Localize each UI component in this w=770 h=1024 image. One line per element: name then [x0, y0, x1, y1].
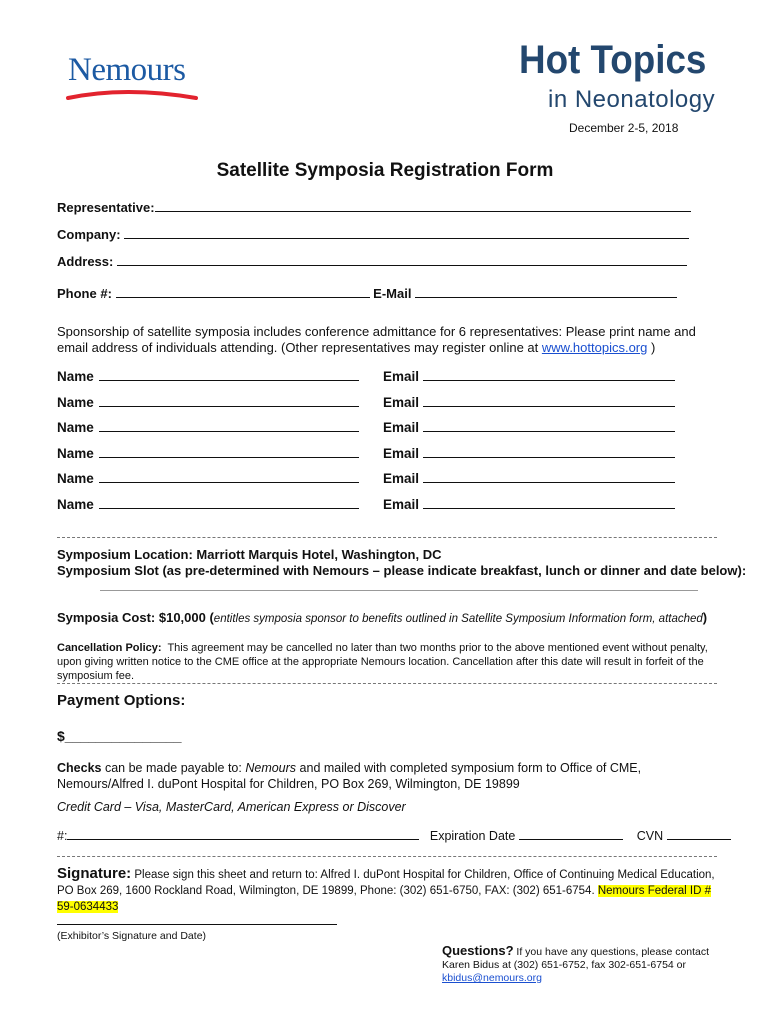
address-label: Address: [57, 254, 114, 269]
attendee-name-line[interactable] [99, 368, 359, 381]
cvn-line[interactable] [667, 827, 731, 840]
attendee-name-label: Name [57, 471, 94, 487]
attendee-row [57, 394, 675, 420]
federal-id: Nemours Federal ID # 59-0634433 [57, 885, 711, 913]
event-date: December 2-5, 2018 [569, 121, 679, 135]
attendee-row [57, 445, 675, 471]
attendee-row [57, 496, 675, 522]
cancellation-policy: Cancellation Policy: This agreement may be cancelled no later than two months prior to the above mentioned event without penalty, upon giving written notice to the CME office at the appropriate Nemours location. Cancellation after this date will result in forfeit of the symposium fee. [57, 642, 708, 682]
email-label: E-Mail [373, 286, 412, 301]
attendee-name-line[interactable] [99, 496, 359, 509]
cvn-label: CVN [636, 829, 664, 843]
representative-field[interactable] [57, 199, 691, 215]
attendee-email-label: Email [383, 471, 420, 487]
attendee-email-line[interactable] [423, 419, 675, 432]
attendee-name-label: Name [57, 445, 94, 461]
payment-amount-field[interactable]: $_______________ [57, 728, 182, 744]
credit-card-text: Credit Card – Visa, MasterCard, American Express or Discover [57, 800, 406, 814]
attendee-email-line[interactable] [423, 368, 675, 381]
attendee-email-label: Email [383, 496, 420, 512]
divider [57, 683, 717, 684]
attendee-name-label: Name [57, 496, 94, 512]
signature-line[interactable] [57, 924, 337, 925]
card-number-row[interactable] [57, 827, 731, 843]
attendee-name-label: Name [57, 394, 94, 410]
slot-line[interactable] [100, 590, 698, 591]
attendee-name-line[interactable] [99, 394, 359, 407]
attendee-email-line[interactable] [423, 496, 675, 509]
exhibitor-signature-caption: (Exhibitor’s Signature and Date) [57, 930, 207, 942]
payment-options-title: Payment Options: [57, 692, 186, 709]
attendee-email-label: Email [383, 394, 420, 410]
attendee-row [57, 368, 675, 394]
attendee-list [57, 368, 675, 522]
attendee-name-line[interactable] [99, 445, 359, 458]
attendee-email-line[interactable] [423, 445, 675, 458]
contact-email-link[interactable]: kbidus@nemours.org [442, 972, 542, 984]
attendee-email-line[interactable] [423, 470, 675, 483]
symposium-slot: Symposium Slot (as pre-determined with Nemours – please indicate breakfast, lunch or dinner and date below): [57, 563, 747, 578]
attendee-name-label: Name [57, 369, 94, 384]
attendee-email-label: Email [383, 445, 420, 461]
nemours-logo: Nemours [68, 52, 186, 88]
symposium-location: Symposium Location: Marriott Marquis Hotel, Washington, DC [57, 547, 442, 562]
representative-line[interactable] [155, 199, 691, 212]
attendee-row [57, 470, 675, 496]
representative-label: Representative: [57, 200, 155, 215]
questions-block: Questions? If you have any questions, please contact Karen Bidus at (302) 651-6752, fax 302-651-6754 or kbidus@nemours.org [442, 943, 710, 984]
sponsorship-text: Sponsorship of satellite symposia includes conference admittance for 6 representatives: Please print name and email address of individuals attending. (Other representatives may register online at www.hottopics.org ) [57, 324, 696, 355]
card-number-line[interactable] [67, 827, 419, 840]
hottopics-link[interactable]: www.hottopics.org [541, 340, 648, 355]
attendee-email-label: Email [383, 369, 420, 384]
hot-topics-logo-title: Hot Topics [519, 38, 707, 82]
phone-line[interactable] [116, 285, 370, 298]
checks-text: Checks can be made payable to: Nemours and mailed with completed symposium form to Office of CME, Nemours/Alfred I. duPont Hospital for Children, PO Box 269, Wilmington, DE 19899 [57, 761, 642, 791]
form-title: Satellite Symposia Registration Form [216, 160, 554, 181]
attendee-row [57, 419, 675, 445]
phone-label: Phone #: [57, 286, 112, 301]
email-line[interactable] [415, 285, 677, 298]
company-line[interactable] [124, 226, 689, 239]
signature-instructions: Signature: Please sign this sheet and return to: Alfred I. duPont Hospital for Children, Office of Continuing Medical Education, PO Box 269, 1600 Rockland Road, Wilmington, DE 19899, Phone: (302) 651-6750, FAX: (302) 651-6754. Nemours Federal ID # 59-0634433 [57, 865, 715, 913]
card-number-label: #: [57, 829, 68, 843]
expiration-label: Expiration Date [429, 829, 516, 843]
phone-field[interactable] [57, 285, 677, 301]
divider [57, 537, 717, 538]
hot-topics-logo-subtitle: in Neonatology [548, 86, 716, 113]
company-label: Company: [57, 227, 121, 242]
attendee-email-line[interactable] [423, 394, 675, 407]
symposia-cost: Symposia Cost: $10,000 (entitles symposia sponsor to benefits outlined in Satellite Symposium Information form, attached) [57, 610, 708, 625]
company-field[interactable] [57, 226, 689, 242]
expiration-line[interactable] [519, 827, 623, 840]
divider [57, 856, 717, 857]
attendee-name-line[interactable] [99, 470, 359, 483]
attendee-name-label: Name [57, 420, 94, 436]
attendee-name-line[interactable] [99, 419, 359, 432]
address-field[interactable] [57, 253, 687, 269]
attendee-email-label: Email [383, 420, 420, 436]
nemours-swoosh-icon [66, 86, 198, 102]
address-line[interactable] [117, 253, 687, 266]
